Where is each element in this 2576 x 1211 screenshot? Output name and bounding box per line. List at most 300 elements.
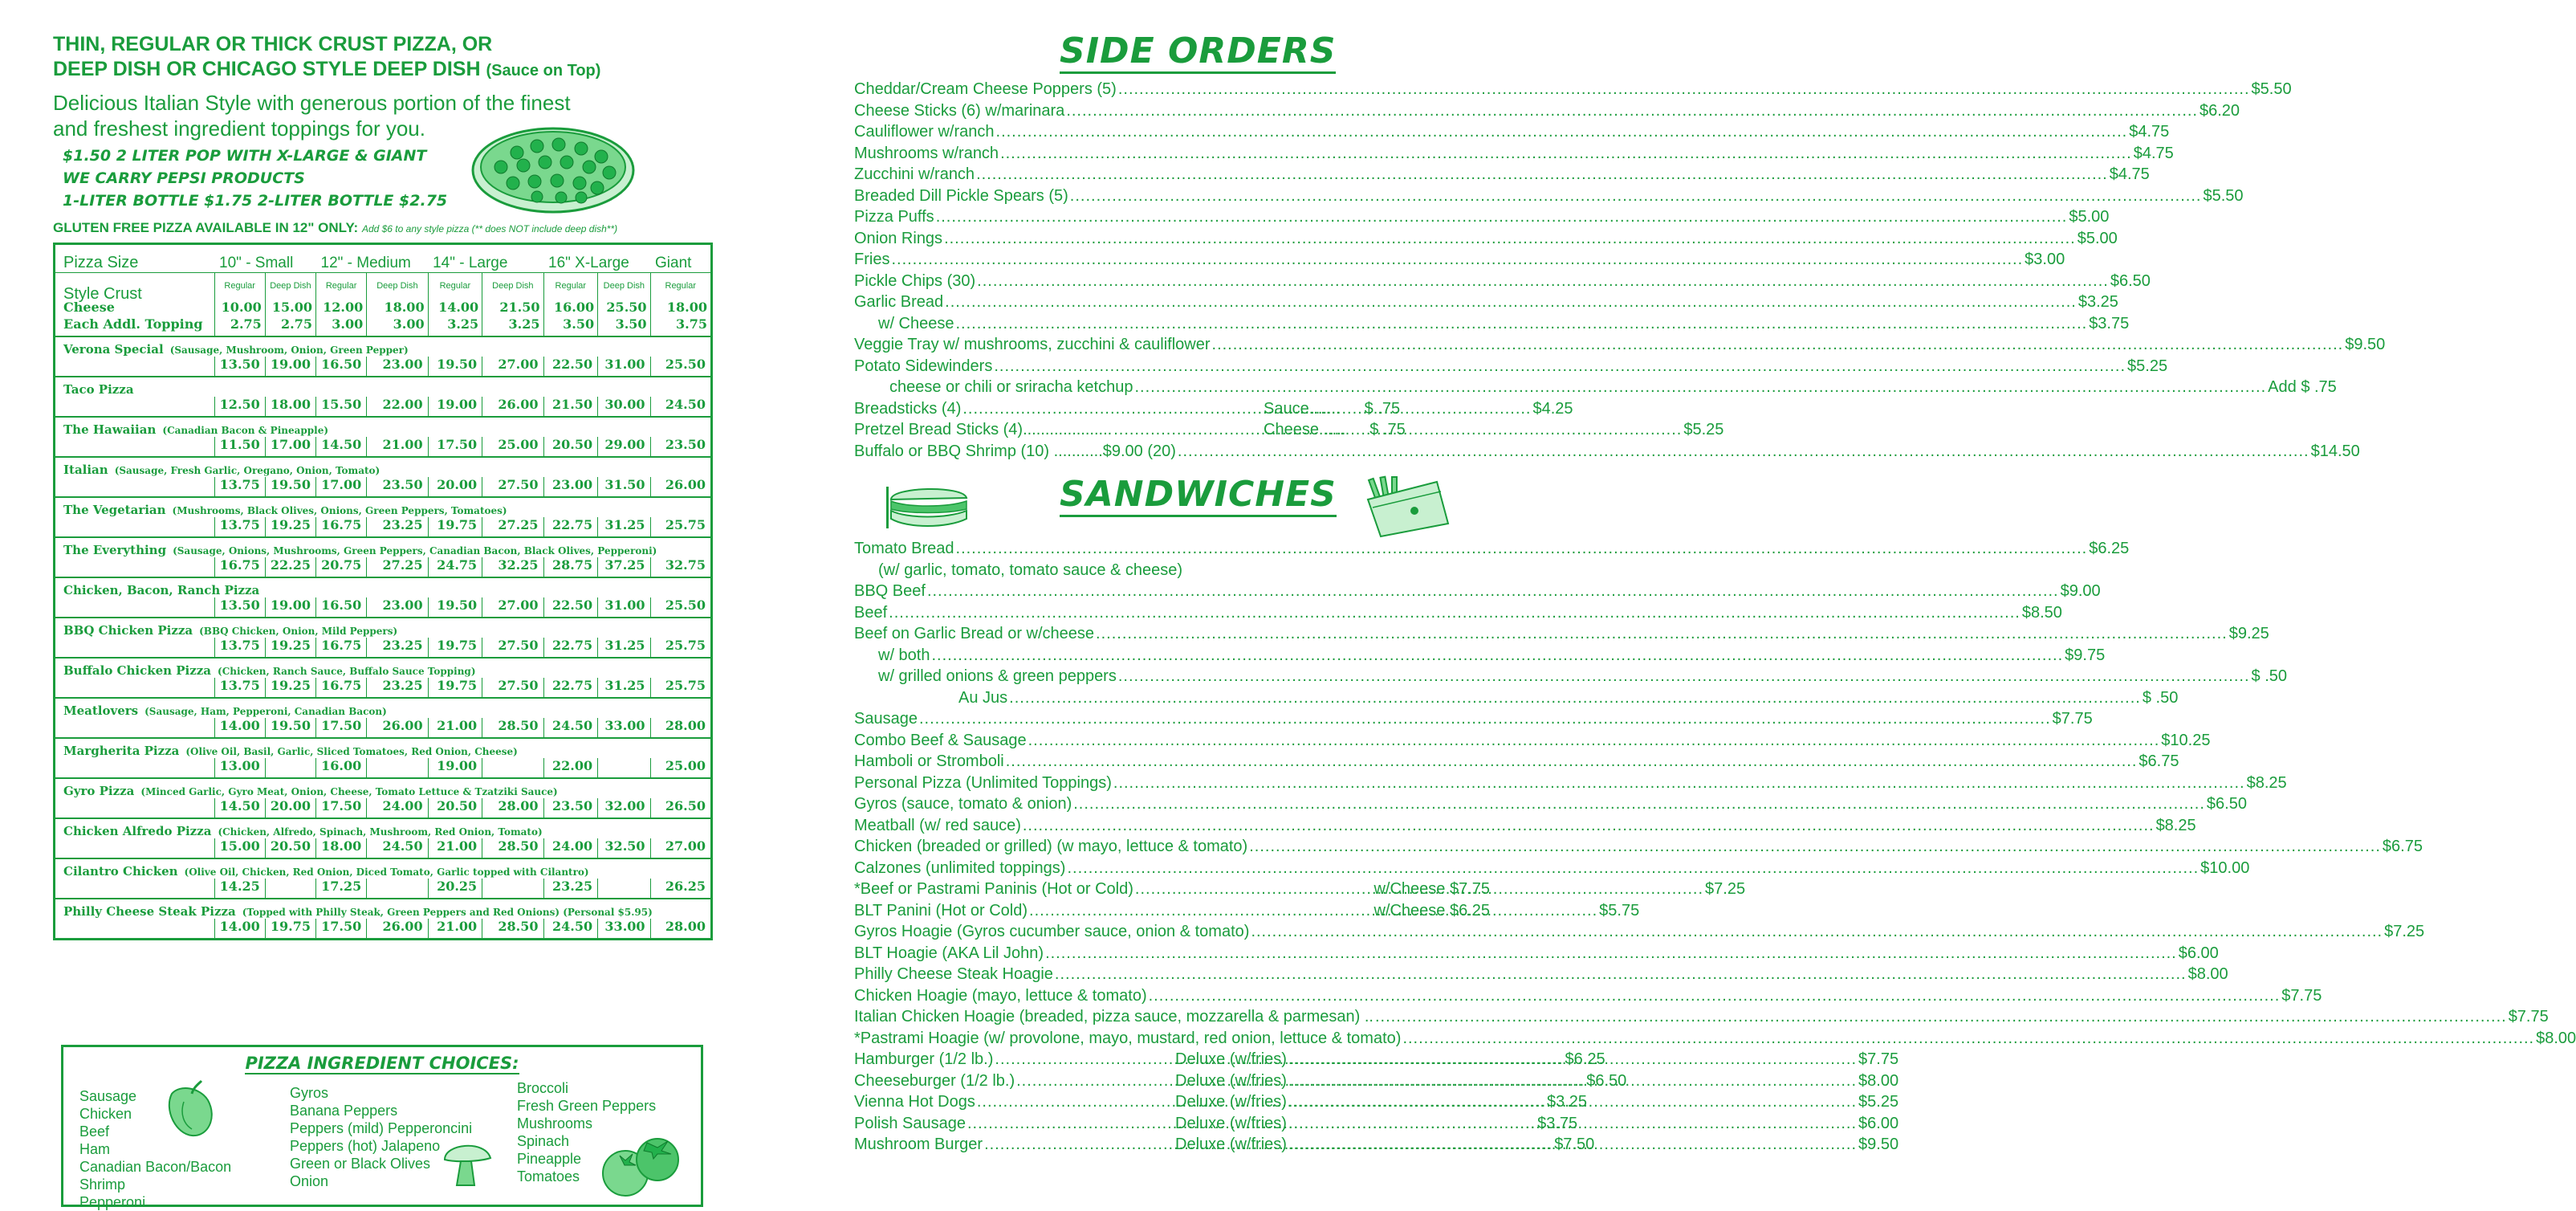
pizza-price: 17.25	[316, 879, 367, 899]
crust-regular: Regular	[650, 273, 711, 300]
menu-item	[854, 603, 2062, 626]
cheese-price: 18.00	[384, 300, 425, 315]
menu-item-price: $5.00	[2069, 208, 2110, 226]
pizza-name: BBQ Chicken Pizza	[63, 623, 193, 638]
pizza-header-line2	[53, 57, 711, 84]
pizza-price: 26.00	[482, 397, 543, 417]
cheese-cell	[543, 299, 598, 336]
menu-item-label: Breadsticks (4)	[854, 399, 962, 418]
menu-item-price: $8.00	[2536, 1029, 2576, 1047]
pizza-item-row	[55, 618, 712, 638]
pizza-name: Chicken, Bacon, Ranch Pizza	[63, 583, 260, 597]
pizza-price: 14.00	[214, 919, 265, 940]
menu-item-label: Onion Rings	[854, 229, 943, 247]
cheese-cell	[598, 299, 650, 336]
pizza-price: 19.50	[265, 718, 315, 738]
menu-item-price: $8.50	[2021, 603, 2062, 622]
menu-item-label: BBQ Beef	[854, 582, 926, 600]
menu-item-label: Fries	[854, 251, 890, 268]
pizza-price: 21.00	[428, 718, 482, 738]
dot-leader	[1402, 1030, 2534, 1048]
menu-item-label: Gyros (sauce, tomato & onion)	[854, 795, 1072, 813]
ingredient-item: Pepperoni	[79, 1194, 146, 1210]
menu-item	[854, 710, 2093, 732]
menu-item-price: $3.00	[2025, 251, 2065, 268]
pizza-name: Italian	[63, 463, 108, 477]
menu-item-price: $9.00	[2060, 582, 2101, 600]
menu-item-label: Beef	[854, 603, 888, 622]
menu-item-label: Sausage	[854, 710, 918, 728]
pizza-price: 20.75	[316, 557, 367, 577]
pizza-price: 14.50	[316, 437, 367, 457]
pizza-price: 20.00	[265, 798, 315, 818]
pizza-price: 19.75	[428, 517, 482, 537]
pizza-price: 21.00	[428, 838, 482, 858]
menu-item	[854, 752, 2179, 774]
menu-item-label: BLT Panini (Hot or Cold)	[854, 901, 1028, 919]
pizza-name-cell	[55, 577, 712, 597]
dot-leader	[956, 315, 2088, 333]
menu-item-label: BLT Hoagie (AKA Lil John)	[854, 944, 1044, 962]
dot-leader	[1066, 102, 2198, 120]
menu-item-price: $8.25	[2155, 816, 2196, 834]
menu-item	[854, 838, 2423, 859]
pizza-price: 28.50	[482, 919, 543, 940]
deluxe-price: $9.50	[1858, 1136, 1899, 1153]
menu-item	[854, 186, 2244, 209]
price-spacer	[55, 477, 215, 497]
pizza-price: 27.00	[482, 357, 543, 377]
pizza-price: 15.50	[316, 397, 367, 417]
cheese-price: 12.00	[323, 300, 364, 315]
size-medium: 12" - Medium	[316, 244, 429, 273]
price-spacer	[55, 718, 215, 738]
fries-icon	[1365, 475, 1453, 540]
dot-leader	[1212, 336, 2344, 354]
pizza-item-row	[55, 577, 712, 597]
pizza-price: 28.50	[482, 718, 543, 738]
menu-item-price: $3.75	[1537, 1114, 1578, 1132]
menu-item-price: $5.50	[2203, 186, 2244, 205]
menu-item	[854, 357, 2168, 379]
pizza-name: Chicken Alfredo Pizza	[63, 824, 212, 838]
topping-price: 3.00	[332, 316, 364, 332]
menu-item	[854, 229, 2118, 251]
pizza-price-row	[55, 477, 712, 497]
pizza-description: (Topped with Philly Steak, Green Peppers and Red Onions) (Personal $5.95)	[242, 907, 653, 918]
pizza-price: 13.75	[214, 477, 265, 497]
pizza-price: 25.00	[482, 437, 543, 457]
pizza-price: 27.00	[650, 838, 711, 858]
menu-item	[854, 271, 2151, 294]
dot-leader	[1118, 80, 2250, 99]
menu-item-label: Breaded Dill Pickle Spears (5)	[854, 186, 1068, 205]
price-spacer	[55, 437, 215, 457]
cheese-price: 16.00	[554, 300, 595, 315]
ingredient-item: Onion	[290, 1173, 329, 1189]
menu-item-label: Cheese Sticks (6) w/marinara	[854, 101, 1065, 120]
pizza-name: The Vegetarian	[63, 503, 166, 517]
menu-item-price: $6.50	[1586, 1071, 1627, 1090]
menu-item	[854, 986, 2322, 1009]
pizza-description: (Minced Garlic, Gyro Meat, Onion, Cheese, Tomato Lettuce & Tzatziki Sauce)	[140, 786, 558, 797]
pizza-price: 31.25	[598, 638, 650, 658]
pizza-description: (Olive Oil, Basil, Garlic, Sliced Tomatoes, Red Onion, Cheese)	[185, 746, 518, 757]
ingredient-choices-box	[61, 1045, 703, 1210]
dot-leader	[1070, 187, 2202, 206]
menu-item-extra-price: $ .75	[1369, 421, 1406, 438]
pizza-price: 16.75	[316, 517, 367, 537]
ingredient-item: Fresh Green Peppers	[517, 1098, 657, 1114]
menu-item-label: Calzones (unlimited toppings)	[854, 858, 1066, 877]
pizza-price: 32.00	[598, 798, 650, 818]
pizza-item-row	[55, 818, 712, 838]
menu-item	[854, 901, 1640, 924]
dot-leader	[1029, 902, 1597, 920]
pizza-price: 23.00	[367, 357, 428, 377]
pizza-name-cell	[55, 457, 712, 477]
pizza-price: 22.75	[543, 517, 598, 537]
pizza-description: (Sausage, Onions, Mushrooms, Green Peppers, Canadian Bacon, Black Olives, Pepperoni)	[173, 545, 657, 557]
menu-item-deluxe	[1175, 1136, 1898, 1154]
menu-item	[854, 816, 2196, 838]
menu-item-label: Personal Pizza (Unlimited Toppings)	[854, 773, 1112, 792]
menu-item-label: Beef on Garlic Bread or w/cheese	[854, 625, 1095, 642]
menu-item-label: Cheeseburger (1/2 lb.)	[854, 1071, 1015, 1090]
dot-leader	[891, 251, 2023, 269]
pizza-description: (Sausage, Mushroom, Onion, Green Pepper)	[169, 345, 409, 356]
pizza-price: 33.00	[598, 718, 650, 738]
ingredient-title-text: PIZZA INGREDIENT CHOICES:	[245, 1054, 519, 1073]
menu-item-price: $10.00	[2200, 858, 2250, 877]
pizza-item-row	[55, 417, 712, 437]
pizza-price: 31.00	[598, 597, 650, 618]
menu-item-label: *Beef or Pastrami Paninis (Hot or Cold)	[854, 880, 1133, 898]
pizza-price-row	[55, 397, 712, 417]
pizza-price: 14.00	[214, 718, 265, 738]
dot-leader	[1067, 859, 2199, 878]
pizza-price: 27.50	[482, 678, 543, 698]
pizza-price: 27.25	[482, 517, 543, 537]
cheese-label: Cheese	[63, 300, 115, 315]
gluten-free-label: GLUTEN FREE PIZZA AVAILABLE IN 12" ONLY:	[53, 220, 359, 235]
pizza-price: 19.00	[428, 397, 482, 417]
pizza-price	[265, 758, 315, 778]
cheese-cell	[316, 299, 367, 336]
dot-leader	[1028, 732, 2160, 750]
menu-item	[854, 944, 2219, 966]
pizza-description: (Chicken, Ranch Sauce, Buffalo Sauce Topping)	[218, 666, 476, 677]
ingredient-item: Tomatoes	[517, 1168, 580, 1184]
menu-item-price: $7.25	[1705, 880, 1746, 898]
menu-item-price: $7.25	[2384, 923, 2425, 940]
dot-leader	[936, 208, 2068, 226]
gluten-free-detail: Add $6 to any style pizza (** does NOT include deep dish**)	[361, 223, 618, 234]
menu-item-deluxe	[1175, 1093, 1898, 1111]
pizza-price: 23.25	[543, 879, 598, 899]
dot-leader	[1288, 1093, 1857, 1111]
ingredient-item: Pineapple	[517, 1151, 582, 1167]
menu-item	[854, 378, 2337, 400]
pizza-price: 19.00	[265, 357, 315, 377]
pizza-name-cell	[55, 818, 712, 838]
menu-item	[854, 582, 2101, 604]
pizza-description: (BBQ Chicken, Onion, Mild Peppers)	[199, 626, 398, 637]
pizza-name-cell	[55, 336, 712, 357]
pizza-price: 31.25	[598, 678, 650, 698]
dot-leader	[1118, 667, 2250, 686]
pizza-name-cell	[55, 658, 712, 678]
pizza-price: 18.00	[316, 838, 367, 858]
menu-item-price: $3.25	[1546, 1093, 1588, 1111]
intro-line1: Delicious Italian Style with generous portion of the finest	[53, 91, 571, 115]
pizza-name: The Hawaiian	[63, 422, 157, 437]
pizza-price-row	[55, 597, 712, 618]
price-spacer	[55, 517, 215, 537]
ingredient-item: Peppers (hot) Jalapeno	[290, 1138, 441, 1154]
pizza-item-row	[55, 457, 712, 477]
pizza-price	[598, 758, 650, 778]
menu-item-price: $7.75	[2508, 1008, 2549, 1025]
pizza-price: 31.25	[598, 517, 650, 537]
menu-item	[854, 144, 2174, 166]
pizza-price	[265, 879, 315, 899]
pizza-name-cell	[55, 738, 712, 758]
menu-item	[854, 101, 2240, 124]
dot-leader	[956, 540, 2088, 558]
menu-item	[854, 80, 2292, 102]
topping-price: 3.50	[563, 316, 595, 332]
pizza-price: 31.50	[598, 477, 650, 497]
menu-item-label: Pickle Chips (30)	[854, 271, 976, 290]
menu-item-price: $6.50	[2206, 795, 2247, 813]
menu-item-price: $5.50	[2251, 80, 2292, 98]
menu-item-label: w/ grilled onions & green peppers	[878, 667, 1117, 685]
dot-leader	[919, 710, 2051, 728]
pizza-name-cell	[55, 858, 712, 879]
crust-deep: Deep Dish	[265, 273, 315, 300]
size-giant: Giant	[650, 244, 711, 273]
cheese-cell	[482, 299, 543, 336]
pizza-price: 24.50	[367, 838, 428, 858]
side-orders-title-text: SIDE ORDERS	[1060, 31, 1336, 74]
menu-item-label: Meatball (w/ red sauce)	[854, 816, 1021, 834]
ingredient-item: Gyros	[290, 1085, 329, 1101]
menu-item-label: Tomato Bread	[854, 540, 954, 557]
topping-price: 3.50	[615, 316, 647, 332]
dot-leader	[996, 123, 2128, 141]
pizza-price	[367, 758, 428, 778]
pizza-price: 16.75	[214, 557, 265, 577]
menu-item-price: $6.75	[2139, 752, 2179, 770]
pizza-item-row	[55, 778, 712, 798]
menu-item-price: $5.00	[2077, 229, 2118, 247]
menu-item-label: w/ both	[878, 646, 930, 664]
menu-item-label: Cauliflower w/ranch	[854, 123, 995, 141]
pizza-price: 28.50	[482, 838, 543, 858]
pizza-price: 19.00	[428, 758, 482, 778]
menu-item-price: $6.50	[2110, 271, 2151, 290]
dot-leader	[927, 582, 2059, 601]
size-large: 14" - Large	[428, 244, 543, 273]
ingredient-item: Banana Peppers	[290, 1103, 398, 1119]
dot-leader	[1251, 923, 2383, 941]
pizza-price: 18.00	[265, 397, 315, 417]
menu-item-label: Gyros Hoagie (Gyros cucumber sauce, onion & tomato)	[854, 923, 1250, 940]
menu-item	[854, 314, 2130, 336]
pizza-price: 22.75	[543, 678, 598, 698]
deluxe-price: $6.00	[1858, 1114, 1899, 1132]
cheese-price: 21.50	[499, 300, 540, 315]
pizza-price: 19.75	[428, 678, 482, 698]
pizza-price: 22.75	[543, 638, 598, 658]
sandwiches-title	[1060, 474, 1337, 515]
pizza-price: 26.00	[367, 919, 428, 940]
deluxe-label: Deluxe (w/fries)	[1175, 1114, 1287, 1132]
pizza-description: (Sausage, Ham, Pepperoni, Canadian Bacon)	[144, 706, 387, 717]
pizza-price: 19.75	[428, 638, 482, 658]
menu-item-price: $5.25	[1683, 421, 1724, 438]
pizza-name-cell	[55, 537, 712, 557]
dot-leader	[1113, 774, 2245, 793]
menu-item	[854, 795, 2247, 817]
menu-item-price: $3.75	[2089, 314, 2130, 332]
menu-item	[854, 561, 1490, 583]
topping-price: 3.00	[393, 316, 425, 332]
menu-item	[854, 1008, 2549, 1030]
tomato-icon	[597, 1131, 686, 1200]
menu-item-price: $10.25	[2161, 731, 2211, 749]
pizza-price: 24.75	[428, 557, 482, 577]
pizza-price: 19.75	[265, 919, 315, 940]
pizza-price: 19.50	[428, 357, 482, 377]
menu-item-price: $9.25	[2228, 625, 2269, 642]
menu-item	[854, 880, 1746, 902]
price-spacer	[55, 597, 215, 618]
pizza-price: 16.75	[316, 678, 367, 698]
pizza-price: 29.00	[598, 437, 650, 457]
menu-item-price: $ .50	[2251, 667, 2288, 685]
dot-leader	[1249, 838, 2381, 856]
menu-item	[854, 251, 2065, 272]
pizza-name: Margherita Pizza	[63, 744, 180, 758]
sandwiches-list	[854, 540, 2576, 1157]
menu-item-extra: w/Cheese $6.25	[1373, 901, 1490, 919]
menu-item-extra-label: Sauce.......	[1264, 399, 1341, 418]
menu-item	[854, 421, 1724, 442]
pizza-price: 13.75	[214, 678, 265, 698]
pizza-item-row	[55, 537, 712, 557]
pizza-price: 25.50	[650, 597, 711, 618]
pizza-price: 16.50	[316, 357, 367, 377]
pizza-name: Meatlovers	[63, 703, 139, 718]
pizza-price: 23.50	[543, 798, 598, 818]
ingredient-item: Spinach	[517, 1133, 570, 1149]
menu-item-price: $9.50	[2345, 336, 2386, 353]
pizza-price: 25.50	[650, 357, 711, 377]
crust-regular: Regular	[316, 273, 367, 300]
pizza-price-row	[55, 357, 712, 377]
menu-item-price: $4.75	[2133, 144, 2174, 162]
pizza-price: 17.50	[316, 919, 367, 940]
pizza-price: 22.25	[265, 557, 315, 577]
dot-leader	[962, 400, 1531, 418]
pizza-price: 19.25	[265, 517, 315, 537]
menu-item-price: $6.75	[2382, 838, 2423, 855]
menu-item-price: $5.75	[1599, 901, 1640, 919]
pizza-price: 27.50	[482, 477, 543, 497]
sandwich-icon	[883, 482, 971, 532]
ingredient-item: Mushrooms	[517, 1115, 593, 1131]
dot-leader	[976, 165, 2108, 184]
pizza-item-row	[55, 658, 712, 678]
pizza-item-row	[55, 698, 712, 718]
pizza-header-line1: THIN, REGULAR OR THICK CRUST PIZZA, OR	[53, 33, 493, 55]
menu-item-label: Au Jus	[958, 688, 1008, 707]
ingredient-item: Broccoli	[517, 1080, 569, 1096]
pizza-price: 26.50	[650, 798, 711, 818]
menu-item-label: Buffalo or BBQ Shrimp (10) ...........$9.00 (20)	[854, 442, 1176, 460]
menu-item-price: $ .50	[2142, 688, 2179, 707]
pizza-price: 20.50	[543, 437, 598, 457]
cheese-cell	[428, 299, 482, 336]
menu-item-label: Hamburger (1/2 lb.)	[854, 1050, 994, 1068]
price-spacer	[55, 798, 215, 818]
menu-item-price: $4.25	[1532, 399, 1573, 418]
pizza-price: 13.50	[214, 597, 265, 618]
pizza-header-note: (Sauce on Top)	[486, 62, 601, 80]
menu-item-price: $6.20	[2200, 101, 2240, 120]
menu-item-label: *Pastrami Hoagie (w/ provolone, mayo, mustard, red onion, lettuce & tomato)	[854, 1029, 1402, 1047]
menu-item-price: $3.25	[2077, 293, 2118, 311]
side-orders-list	[854, 80, 2386, 463]
menu-item-label: Chicken Hoagie (mayo, lettuce & tomato)	[854, 986, 1147, 1005]
price-spacer	[55, 557, 215, 577]
menu-item-deluxe	[1175, 1115, 1898, 1133]
cheese-cell	[265, 299, 315, 336]
pizza-name-cell	[55, 417, 712, 437]
pizza-price: 32.25	[482, 557, 543, 577]
menu-item-extra	[1264, 400, 1400, 418]
pizza-price: 14.25	[214, 879, 265, 899]
pizza-description: (Canadian Bacon & Pineapple)	[162, 425, 329, 436]
price-spacer	[55, 357, 215, 377]
topping-price: 2.75	[281, 316, 313, 332]
menu-item-label: Chicken (breaded or grilled) (w mayo, lettuce & tomato)	[854, 838, 1248, 855]
crust-deep: Deep Dish	[367, 273, 428, 300]
pizza-price: 25.75	[650, 638, 711, 658]
topping-price: 3.75	[676, 316, 707, 332]
deluxe-label: Deluxe (w/fries)	[1175, 1136, 1287, 1153]
menu-item-label: Combo Beef & Sausage	[854, 731, 1027, 749]
pizza-name: Philly Cheese Steak Pizza	[63, 904, 236, 919]
dot-leader	[889, 604, 2021, 622]
menu-item	[854, 123, 2170, 145]
crust-regular: Regular	[428, 273, 482, 300]
pizza-price: 13.75	[214, 638, 265, 658]
menu-item	[854, 667, 2288, 689]
pizza-price: 21.00	[367, 437, 428, 457]
menu-item	[854, 858, 2250, 881]
pizza-name-cell	[55, 899, 712, 919]
pizza-price: 19.25	[265, 678, 315, 698]
ingredient-item: Sausage	[79, 1088, 137, 1104]
pizza-price: 24.00	[367, 798, 428, 818]
pizza-name: Taco Pizza	[63, 382, 134, 397]
dot-leader	[1288, 1115, 1857, 1133]
crust-label: Style Crust	[63, 285, 142, 303]
dot-leader	[1375, 1008, 2507, 1026]
